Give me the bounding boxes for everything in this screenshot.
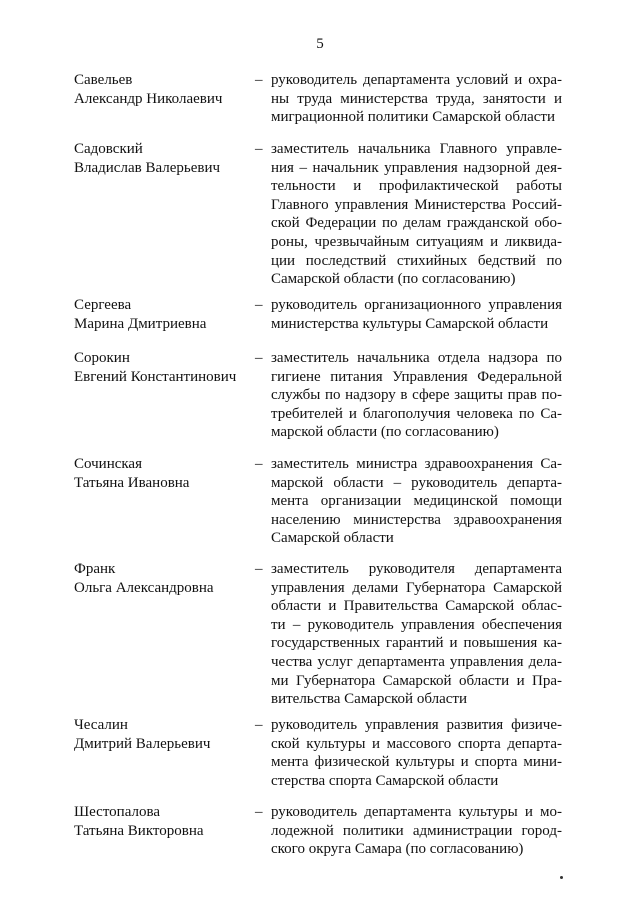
position-line: марской области – руководитель департа-: [271, 474, 562, 491]
member-position: [271, 803, 562, 859]
member-name: [74, 140, 254, 177]
position-line: ской культуры и массового спорта департа-: [271, 735, 562, 752]
position-line: ния – начальник управления надзорной дея-: [271, 159, 562, 176]
member-name: [74, 455, 254, 492]
dash-separator: –: [255, 804, 263, 820]
position-line: руководитель управления развития физиче-: [271, 717, 562, 733]
dash-separator: –: [255, 717, 263, 733]
member-position: [271, 296, 562, 333]
member-position: [271, 349, 562, 442]
position-line: заместитель министра здравоохранения Са-: [271, 456, 562, 472]
member-position: [271, 560, 562, 709]
member-name: [74, 560, 254, 597]
member-name: [74, 803, 254, 840]
position-line: гигиене питания Управления Федеральной: [271, 368, 562, 385]
position-line: ми Губернатора Самарской области и Пра-: [271, 672, 562, 689]
member-name: [74, 71, 254, 108]
position-line: службы по надзору в сфере защиты прав по-: [271, 387, 562, 404]
position-line: роны, чрезвычайным ситуациям и ликвида-: [271, 233, 562, 250]
position-line: стерства спорта Самарской области: [271, 772, 499, 789]
member-given-name: Евгений Константинович: [74, 368, 237, 385]
dash-separator: –: [255, 297, 263, 313]
dash-separator: –: [255, 72, 263, 88]
dash-separator: –: [255, 561, 263, 577]
position-line: Самарской области: [271, 530, 394, 547]
member-surname: Шестопалова: [74, 804, 161, 820]
position-line: руководитель департамента культуры и мо-: [271, 804, 562, 820]
member-surname: Сорокин: [74, 350, 130, 366]
position-line: Самарской области (по согласованию): [271, 271, 516, 288]
dash-separator: –: [255, 456, 263, 472]
position-line: лодежной политики администрации город-: [271, 822, 562, 839]
position-line: требителей и благополучия человека по Са-: [271, 405, 562, 422]
position-line: ти – руководитель управления обеспечения: [271, 616, 562, 633]
position-line: ции последствий стихийных бедствий по: [271, 252, 562, 269]
dash-separator: –: [255, 141, 263, 157]
position-line: Главного управления Министерства Россий-: [271, 196, 562, 213]
member-position: [271, 140, 562, 289]
member-surname: Франк: [74, 561, 116, 577]
member-given-name: Татьяна Ивановна: [74, 474, 190, 491]
member-name: [74, 716, 254, 753]
member-surname: Сочинская: [74, 456, 142, 472]
member-given-name: Дмитрий Валерьевич: [74, 735, 211, 752]
position-line: управления делами Губернатора Самарской: [271, 579, 562, 596]
member-surname: Савельев: [74, 72, 133, 88]
member-given-name: Владислав Валерьевич: [74, 159, 221, 176]
member-position: [271, 455, 562, 548]
member-given-name: Марина Дмитриевна: [74, 315, 207, 332]
dash-separator: –: [255, 350, 263, 366]
page-number: 5: [316, 36, 324, 52]
position-line: руководитель организационного управления: [271, 297, 562, 313]
member-name: [74, 349, 254, 386]
position-line: чества услуг департамента управления дела-: [271, 653, 562, 670]
position-line: ской Федерации по делам гражданской обо-: [271, 215, 562, 232]
position-line: мента физической культуры и спорта мини-: [271, 754, 562, 771]
member-name: [74, 296, 254, 333]
position-line: заместитель руководителя департамента: [271, 561, 562, 577]
position-line: населению министерства здравоохранения: [271, 511, 562, 528]
position-line: вительства Самарской области: [271, 691, 467, 708]
position-line: заместитель начальника отдела надзора по: [271, 350, 562, 366]
member-surname: Садовский: [74, 141, 143, 157]
member-surname: Чесалин: [74, 717, 128, 733]
position-line: руководитель департамента условий и охра-: [271, 72, 562, 88]
position-line: марской области (по согласованию): [271, 424, 499, 441]
member-given-name: Татьяна Викторовна: [74, 822, 204, 839]
position-line: министерства культуры Самарской области: [271, 315, 549, 332]
member-given-name: Александр Николаевич: [74, 90, 223, 107]
member-position: [271, 71, 562, 127]
position-line: мента организации медицинской помощи: [271, 493, 562, 510]
member-surname: Сергеева: [74, 297, 132, 313]
scan-speck: [560, 876, 563, 879]
member-position: [271, 716, 562, 790]
position-line: миграционной политики Самарской области: [271, 109, 556, 126]
position-line: тельности и профилактической работы: [271, 178, 562, 195]
member-given-name: Ольга Александровна: [74, 579, 214, 596]
position-line: ского округа Самара (по согласованию): [271, 841, 524, 858]
position-line: заместитель начальника Главного управле-: [271, 141, 562, 157]
position-line: ны труда министерства труда, занятости и: [271, 90, 562, 107]
position-line: государственных гарантий и повышения ка-: [271, 635, 562, 652]
position-line: области и Правительства Самарской облас-: [271, 598, 562, 615]
